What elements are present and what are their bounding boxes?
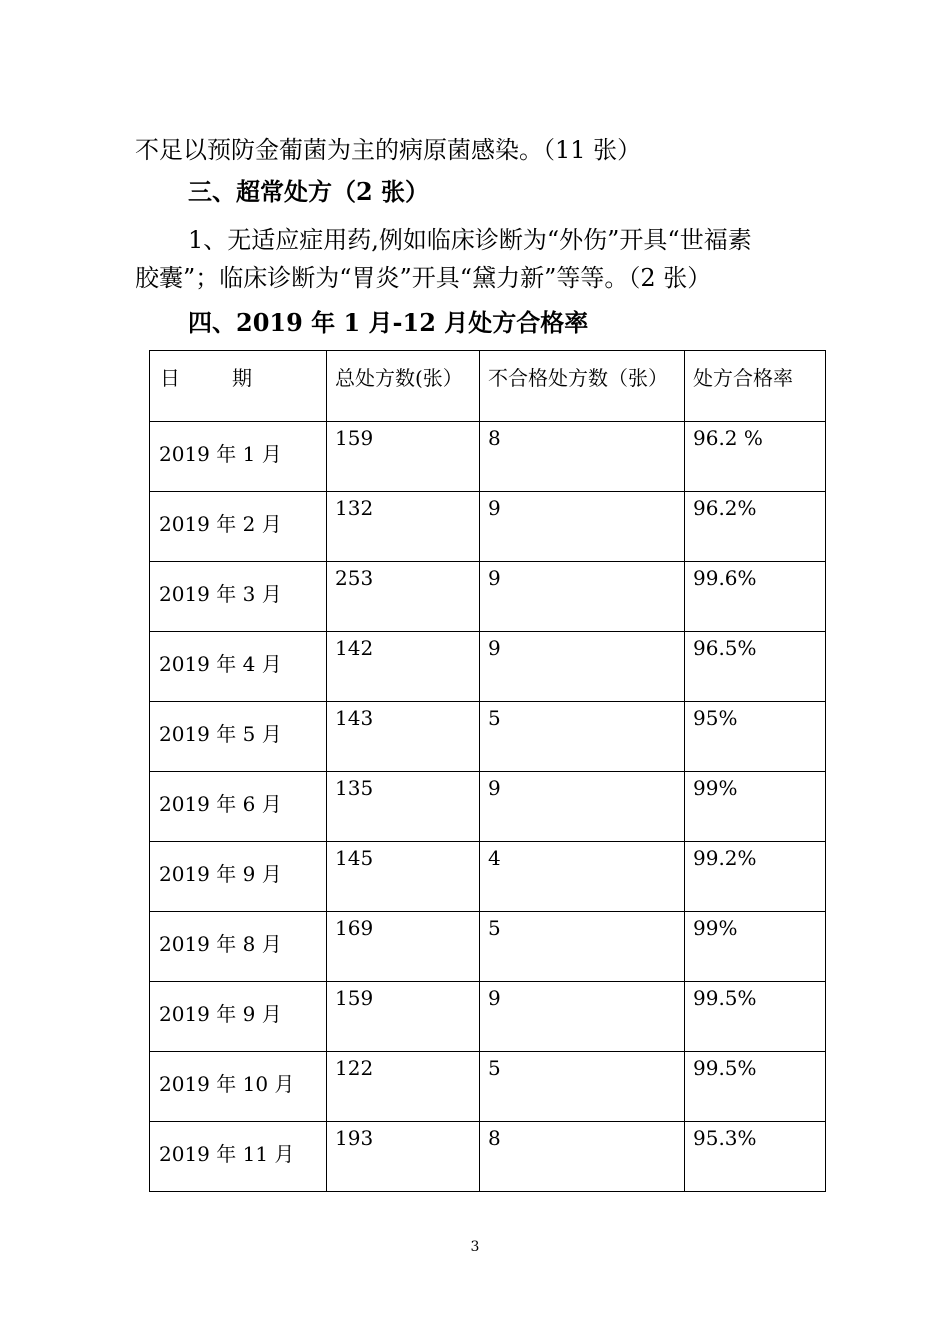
cell-rate: 99% [685, 912, 826, 982]
cell-date [150, 1122, 327, 1192]
table-row [150, 1052, 826, 1122]
cell-date-text: 2019 年 1 月 [159, 442, 282, 466]
table-row [150, 632, 826, 702]
prescription-rate-table [149, 350, 826, 1192]
cell-date-text: 2019 年 6 月 [159, 792, 282, 816]
table-row [150, 772, 826, 842]
cell-date-text: 2019 年 9 月 [159, 1002, 282, 1026]
header-unqualified: 不合格处方数（张） [480, 351, 685, 422]
table-row [150, 912, 826, 982]
cell-date [150, 702, 327, 772]
header-rate: 处方合格率 [685, 351, 826, 422]
header-date-part1: 日 [160, 366, 180, 390]
cell-date [150, 422, 327, 492]
cell-unqualified: 8 [480, 422, 685, 492]
paragraph-line-no-indication-1: 1、无适应症用药,例如临床诊断为“外伤”开具“世福素 [188, 226, 752, 254]
header-total: 总处方数(张） [327, 351, 480, 422]
cell-date [150, 772, 327, 842]
cell-rate: 96.2 % [685, 422, 826, 492]
paragraph-line-no-indication-2: 胶囊”；临床诊断为“胃炎”开具“黛力新”等等。（2 张） [135, 264, 712, 292]
section-heading-qualification-rate: 四、2019 年 1 月-12 月处方合格率 [188, 308, 589, 337]
cell-total: 193 [327, 1122, 480, 1192]
section-heading-overdose-prescriptions: 三、超常处方（2 张） [188, 177, 430, 206]
cell-rate: 99% [685, 772, 826, 842]
table-row [150, 562, 826, 632]
table-row [150, 1122, 826, 1192]
table-header-row [150, 351, 826, 422]
cell-date-text: 2019 年 11 月 [159, 1142, 295, 1166]
header-date-part2: 期 [232, 366, 252, 390]
cell-unqualified: 9 [480, 982, 685, 1052]
cell-total: 159 [327, 982, 480, 1052]
table-row [150, 842, 826, 912]
cell-unqualified: 5 [480, 702, 685, 772]
cell-rate: 99.5% [685, 1052, 826, 1122]
cell-date-text: 2019 年 3 月 [159, 582, 282, 606]
cell-total: 132 [327, 492, 480, 562]
cell-unqualified: 8 [480, 1122, 685, 1192]
cell-date [150, 492, 327, 562]
cell-date-text: 2019 年 2 月 [159, 512, 282, 536]
paragraph-line-infection-note: 不足以预防金葡菌为主的病原菌感染。（11 张） [135, 136, 642, 164]
cell-date-text: 2019 年 10 月 [159, 1072, 295, 1096]
cell-rate: 99.5% [685, 982, 826, 1052]
cell-date [150, 912, 327, 982]
cell-date-text: 2019 年 8 月 [159, 932, 282, 956]
cell-rate: 95.3% [685, 1122, 826, 1192]
cell-date [150, 842, 327, 912]
cell-total: 169 [327, 912, 480, 982]
cell-unqualified: 9 [480, 492, 685, 562]
cell-unqualified: 4 [480, 842, 685, 912]
cell-date [150, 982, 327, 1052]
cell-date-text: 2019 年 4 月 [159, 652, 282, 676]
cell-total: 159 [327, 422, 480, 492]
cell-unqualified: 9 [480, 562, 685, 632]
cell-date [150, 632, 327, 702]
cell-total: 253 [327, 562, 480, 632]
cell-rate: 99.6% [685, 562, 826, 632]
table-row [150, 982, 826, 1052]
table-row [150, 492, 826, 562]
cell-unqualified: 5 [480, 1052, 685, 1122]
table-row [150, 422, 826, 492]
cell-unqualified: 9 [480, 772, 685, 842]
cell-rate: 96.2% [685, 492, 826, 562]
page-number: 3 [470, 1239, 480, 1255]
cell-date-text: 2019 年 9 月 [159, 862, 282, 886]
table-row [150, 702, 826, 772]
cell-date-text: 2019 年 5 月 [159, 722, 282, 746]
cell-total: 135 [327, 772, 480, 842]
cell-total: 143 [327, 702, 480, 772]
cell-unqualified: 5 [480, 912, 685, 982]
cell-date [150, 562, 327, 632]
cell-date [150, 1052, 327, 1122]
cell-total: 122 [327, 1052, 480, 1122]
cell-rate: 96.5% [685, 632, 826, 702]
cell-total: 145 [327, 842, 480, 912]
cell-rate: 95% [685, 702, 826, 772]
cell-total: 142 [327, 632, 480, 702]
header-date [150, 351, 327, 422]
cell-rate: 99.2% [685, 842, 826, 912]
cell-unqualified: 9 [480, 632, 685, 702]
